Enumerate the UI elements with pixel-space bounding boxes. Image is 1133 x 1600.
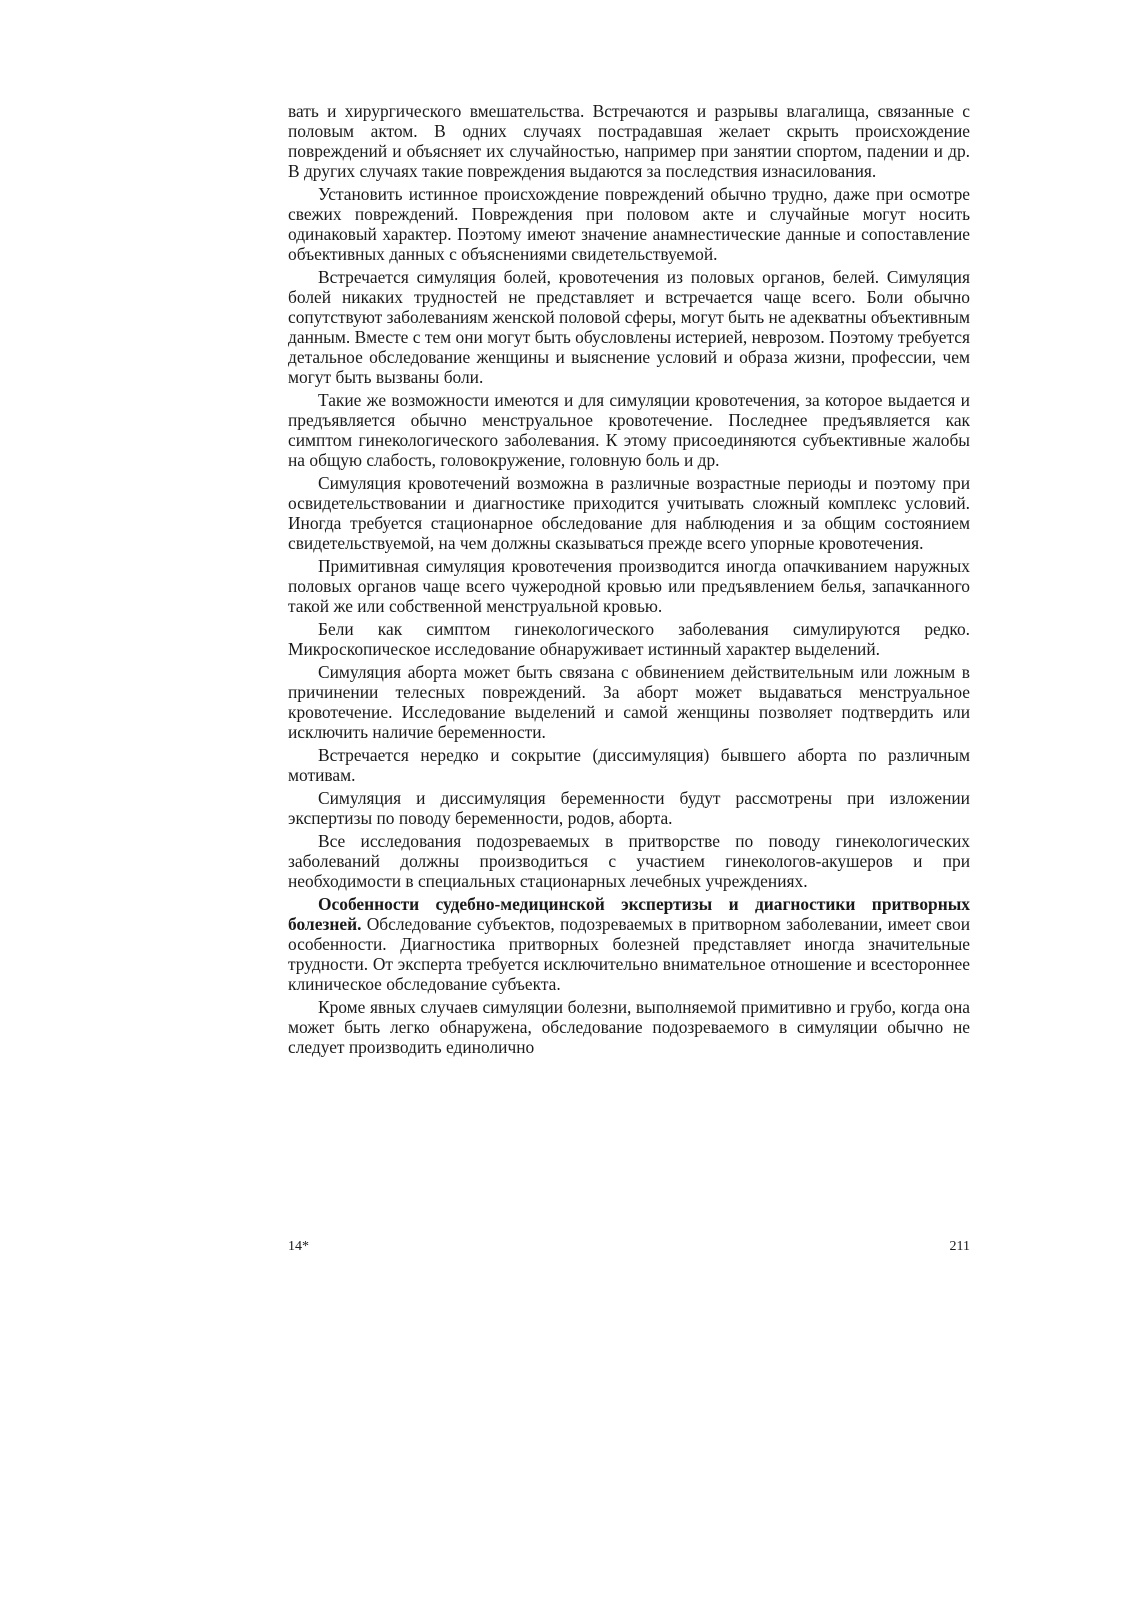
paragraph: Такие же возможности имеются и для симуляции кровотечения, за которое выдается и предъявляется обычно менструальное кровотечение. Последнее предъявляется как симптом гинекологического заболевания. К этому присоединяются субъективные жалобы на общую слабость, головокружение, головную боль и др. bbox=[288, 390, 970, 470]
section-text: Обследование субъектов, подозреваемых в притворном заболевании, имеет свои особенности. Диагностика притворных болезней представляет иногда значительные трудности. От эксперта требуется исключительно внимательное отношение и всестороннее клиническое обследование субъекта. bbox=[288, 914, 970, 994]
paragraph: Кроме явных случаев симуляции болезни, выполняемой примитивно и грубо, когда она может быть легко обнаружена, обследование подозреваемого в симуляции обычно не следует производить единолично bbox=[288, 997, 970, 1057]
page-number: 211 bbox=[949, 1239, 970, 1254]
paragraph: Бели как симптом гинекологического заболевания симулируются редко. Микроскопическое исследование обнаруживает истинный характер выделений. bbox=[288, 619, 970, 659]
body-text bbox=[288, 101, 970, 1060]
paragraph-continuation: вать и хирургического вмешательства. Встречаются и разрывы влагалища, связанные с половым актом. В одних случаях пострадавшая желает скрыть происхождение повреждений и объясняет их случайностью, например при занятии спортом, падении и др. В других случаях такие повреждения выдаются за последствия изнасилования. bbox=[288, 101, 970, 181]
section-paragraph bbox=[288, 894, 970, 994]
signature-mark: 14* bbox=[288, 1239, 309, 1254]
paragraph: Установить истинное происхождение повреждений обычно трудно, даже при осмотре свежих повреждений. Повреждения при половом акте и случайные могут носить одинаковый характер. Поэтому имеют значение анамнестические данные и сопоставление объективных данных с объяснениями свидетельствуемой. bbox=[288, 184, 970, 264]
section-heading: Особенности судебно-медицинской экспертизы и диагностики притворных болезней. bbox=[288, 894, 970, 934]
paragraph: Встречается симуляция болей, кровотечения из половых органов, белей. Симуляция болей никаких трудностей не представляет и встречается чаще всего. Боли обычно сопутствуют заболеваниям женской половой сферы, могут быть не адекватны объективным данным. Вместе с тем они могут быть обусловлены истерией, неврозом. Поэтому требуется детальное обследование женщины и выяснение условий и образа жизни, профессии, чем могут быть вызваны боли. bbox=[288, 267, 970, 387]
paragraph: Все исследования подозреваемых в притворстве по поводу гинекологических заболеваний должны производиться с участием гинекологов-акушеров и при необходимости в специальных стационарных лечебных учреждениях. bbox=[288, 831, 970, 891]
paragraph: Симуляция аборта может быть связана с обвинением действительным или ложным в причинении телесных повреждений. За аборт может выдаваться менструальное кровотечение. Исследование выделений и самой женщины позволяет подтвердить или исключить наличие беременности. bbox=[288, 662, 970, 742]
paragraph: Симуляция и диссимуляция беременности будут рассмотрены при изложении экспертизы по поводу беременности, родов, аборта. bbox=[288, 788, 970, 828]
paragraph: Встречается нередко и сокрытие (диссимуляция) бывшего аборта по различным мотивам. bbox=[288, 745, 970, 785]
paragraph: Симуляция кровотечений возможна в различные возрастные периоды и поэтому при освидетельствовании и диагностике приходится учитывать сложный комплекс условий. Иногда требуется стационарное обследование для наблюдения и за общим состоянием свидетельствуемой, на чем должны сказываться прежде всего упорные кровотечения. bbox=[288, 473, 970, 553]
paragraph: Примитивная симуляция кровотечения производится иногда опачкиванием наружных половых органов чаще всего чужеродной кровью или предъявлением белья, запачканного такой же или собственной менструальной кровью. bbox=[288, 556, 970, 616]
